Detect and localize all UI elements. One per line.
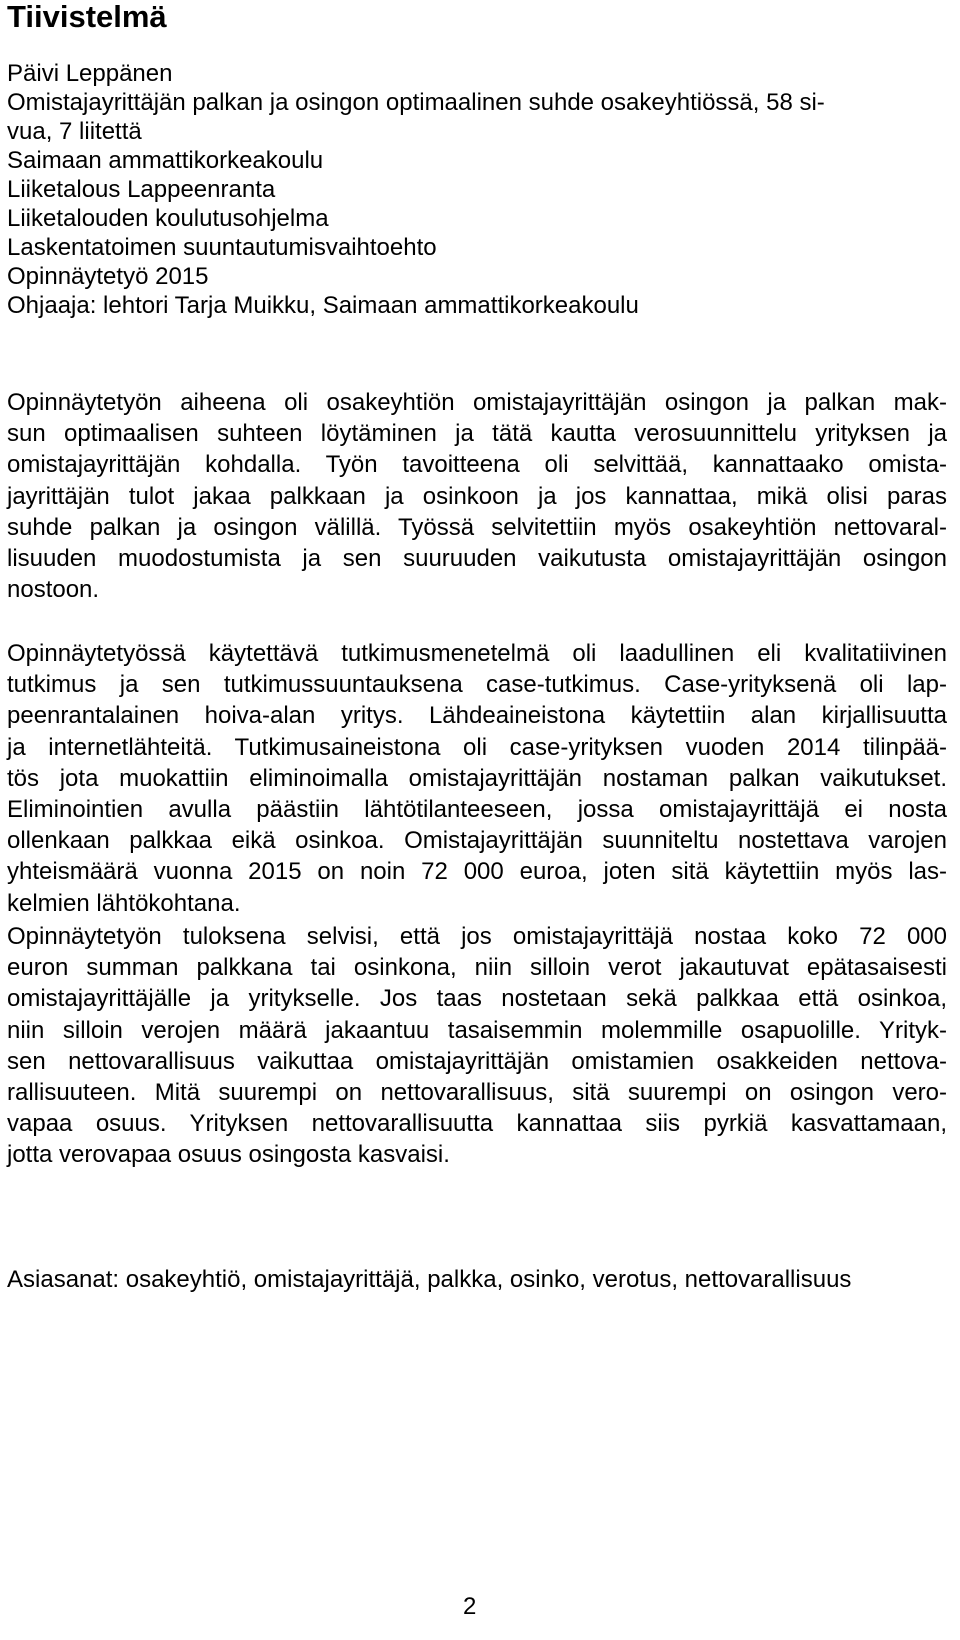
thesis-title-line: Omistajayrittäjän palkan ja osingon optimaalinen suhde osakeyhtiössä, 58 si-	[7, 89, 825, 116]
paragraph-line: nostoon.	[7, 576, 100, 604]
paragraph-line: yhteismäärä vuonna 2015 on noin 72 000 euroa, joten sitä käytettiin myös las-	[7, 858, 947, 886]
keywords: Asiasanat: osakeyhtiö, omistajayrittäjä, palkka, osinko, verotus, nettovarallisuus	[7, 1266, 852, 1293]
abstract-paragraph-1	[7, 387, 947, 605]
paragraph-line: tös jota muokattiin eliminoimalla omistajayrittäjän nostaman palkan vaikutukset.	[7, 764, 947, 792]
paragraph-line: Opinnäytetyössä käytettävä tutkimusmenetelmä oli laadullinen eli kvalitatiivinen	[7, 640, 947, 667]
paragraph-line: sen nettovarallisuus vaikuttaa omistajayrittäjän omistamien osakkeiden nettova-	[7, 1047, 947, 1075]
paragraph-line: jayrittäjän tulot jakaa palkkaan ja osinkoon ja jos kannattaa, mikä olisi paras	[7, 482, 947, 510]
page-number: 2	[463, 1593, 477, 1620]
thesis-year: Opinnäytetyö 2015	[7, 263, 209, 290]
paragraph-line: rallisuuteen. Mitä suurempi on nettovarallisuus, sitä suurempi on osingon vero-	[7, 1079, 947, 1107]
thesis-metadata	[7, 59, 947, 320]
specialisation: Laskentatoimen suuntautumisvaihtoehto	[7, 234, 437, 261]
paragraph-line: vapaa osuus. Yrityksen nettovarallisuutta kannattaa siis pyrkiä kasvattamaan,	[7, 1110, 947, 1138]
paragraph-line: suhde palkan ja osingon välillä. Työssä selvitettiin myös osakeyhtiön nettovaral-	[7, 513, 947, 541]
paragraph-line: jotta verovapaa osuus osingosta kasvaisi.	[7, 1141, 450, 1169]
degree-programme: Liiketalouden koulutusohjelma	[7, 205, 329, 232]
abstract-paragraph-2	[7, 638, 947, 919]
paragraph-line: ollenkaan palkkaa eikä osinkoa. Omistajayrittäjän suunniteltu nostettava varojen	[7, 827, 947, 855]
abstract-paragraph-3	[7, 921, 947, 1171]
thesis-title-line: vua, 7 liitettä	[7, 118, 142, 145]
paragraph-line: Opinnäytetyön tuloksena selvisi, että jos omistajayrittäjä nostaa koko 72 000	[7, 923, 947, 950]
page-title: Tiivistelmä	[7, 0, 167, 34]
paragraph-line: tutkimus ja sen tutkimussuuntauksena case-tutkimus. Case-yrityksenä oli lap-	[7, 671, 947, 699]
supervisor: Ohjaaja: lehtori Tarja Muikku, Saimaan ammattikorkeakoulu	[7, 292, 639, 319]
paragraph-line: Eliminointien avulla päästiin lähtötilanteeseen, jossa omistajayrittäjä ei nosta	[7, 796, 947, 824]
author-name: Päivi Leppänen	[7, 60, 173, 87]
paragraph-line: omistajayrittäjän kohdalla. Työn tavoitteena oli selvittää, kannattaako omista-	[7, 451, 947, 479]
faculty: Liiketalous Lappeenranta	[7, 176, 276, 203]
paragraph-line: omistajayrittäjälle ja yritykselle. Jos taas nostetaan sekä palkkaa että osinkoa,	[7, 985, 947, 1013]
paragraph-line: euron summan palkkana tai osinkona, niin silloin verot jakautuvat epätasaisesti	[7, 954, 947, 982]
paragraph-line: sun optimaalisen suhteen löytäminen ja tätä kautta verosuunnittelu yrityksen ja	[7, 420, 947, 448]
paragraph-line: peenrantalainen hoiva-alan yritys. Lähdeaineistona käytettiin alan kirjallisuutta	[7, 702, 947, 730]
paragraph-line: ja internetlähteitä. Tutkimusaineistona oli case-yrityksen vuoden 2014 tilinpää-	[7, 733, 947, 761]
paragraph-line: niin silloin verojen määrä jakaantuu tasaisemmin molemmille osapuolille. Yrityk-	[7, 1016, 947, 1044]
institution: Saimaan ammattikorkeakoulu	[7, 147, 324, 174]
paragraph-line: kelmien lähtökohtana.	[7, 889, 241, 917]
paragraph-line: Opinnäytetyön aiheena oli osakeyhtiön omistajayrittäjän osingon ja palkan mak-	[7, 389, 947, 416]
paragraph-line: lisuuden muodostumista ja sen suuruuden vaikutusta omistajayrittäjän osingon	[7, 545, 947, 573]
